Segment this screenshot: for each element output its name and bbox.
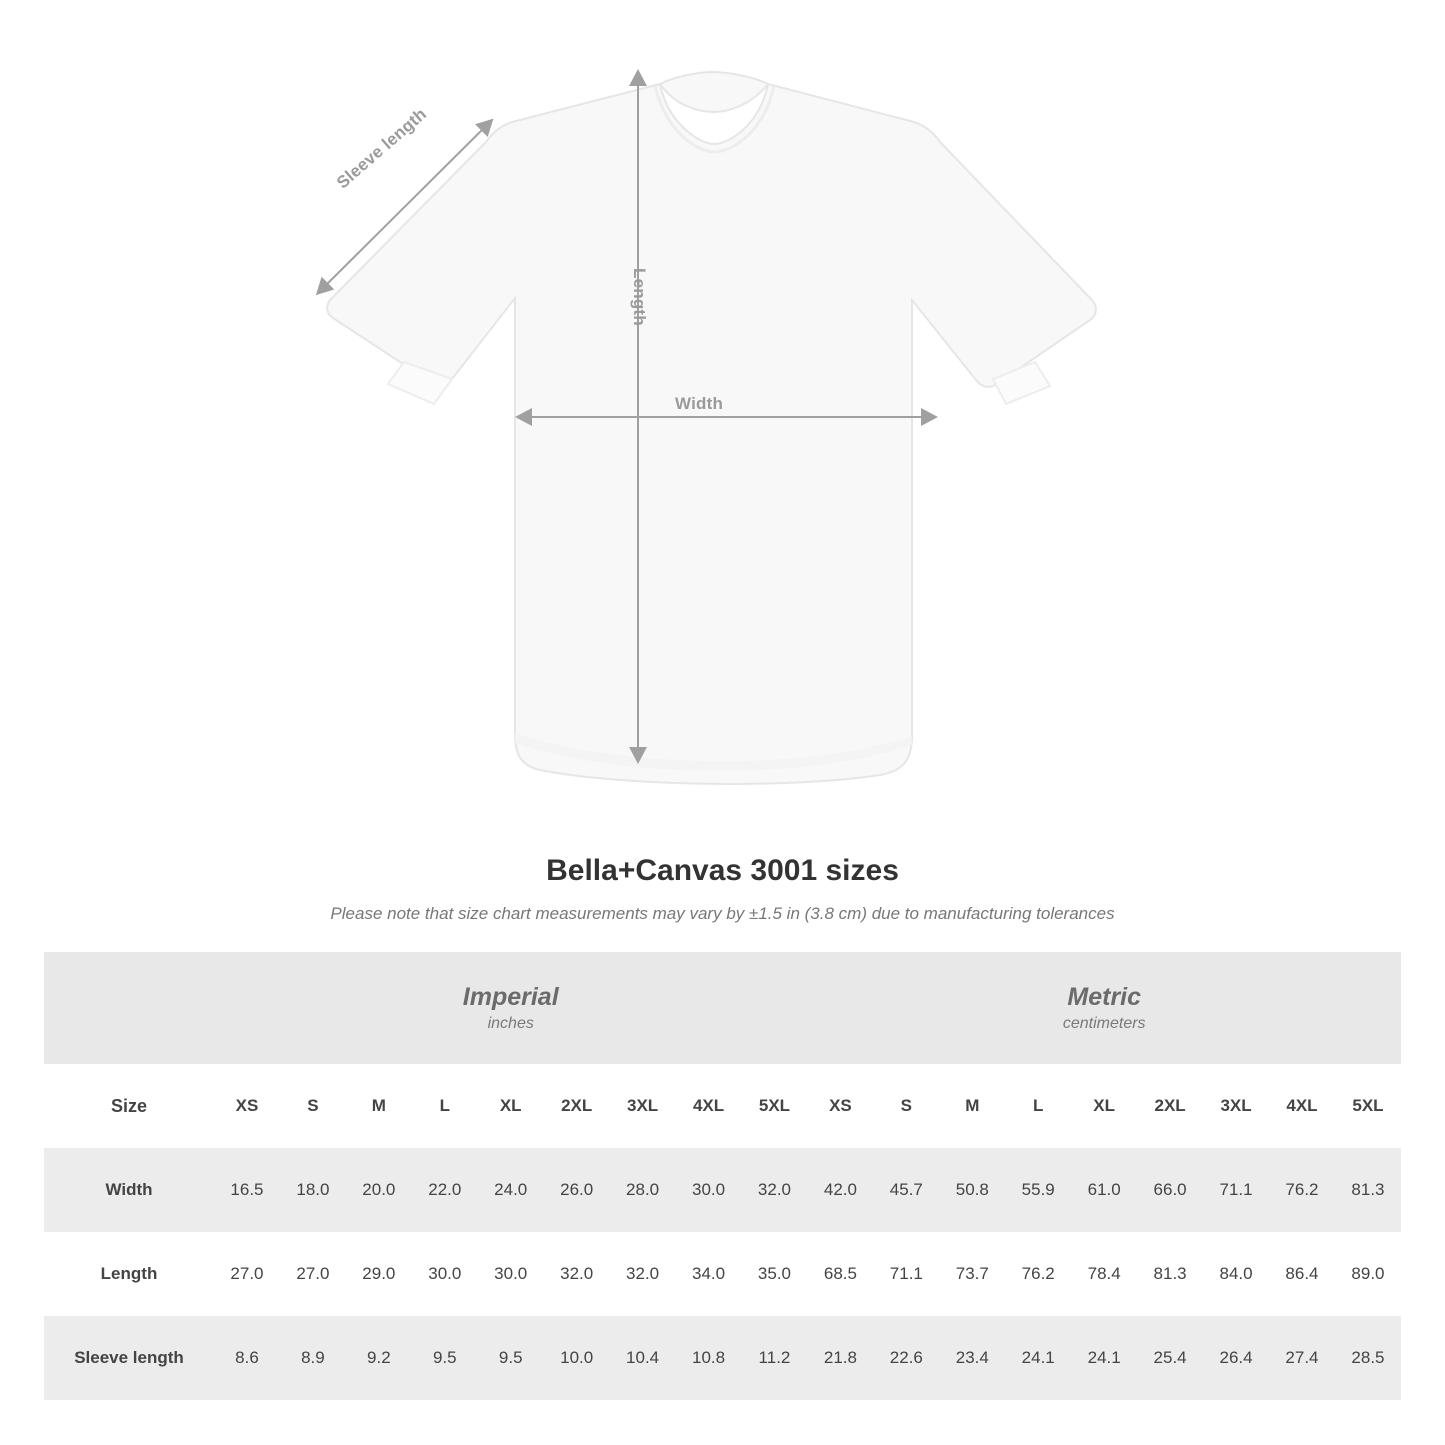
size-column-header: S — [280, 1064, 346, 1148]
size-column-header: 4XL — [676, 1064, 742, 1148]
measurement-cell: 9.5 — [478, 1316, 544, 1400]
measurement-cell: 9.2 — [346, 1316, 412, 1400]
width-label: Width — [675, 394, 724, 413]
size-header-row — [44, 1064, 1401, 1148]
measurement-cell: 78.4 — [1071, 1232, 1137, 1316]
size-header-label: Size — [44, 1064, 214, 1148]
measurement-row-label: Width — [44, 1148, 214, 1232]
measurement-cell: 23.4 — [939, 1316, 1005, 1400]
tolerance-note: Please note that size chart measurements may vary by ±1.5 in (3.8 cm) due to manufacturing tolerances — [330, 904, 1115, 923]
length-label: Length — [630, 268, 649, 326]
size-column-header: L — [412, 1064, 478, 1148]
measurement-cell: 66.0 — [1137, 1148, 1203, 1232]
measurement-cell: 27.0 — [214, 1232, 280, 1316]
measurement-cell: 32.0 — [742, 1148, 808, 1232]
measurement-cell: 18.0 — [280, 1148, 346, 1232]
unit-group-metric — [807, 952, 1401, 1064]
measurement-cell: 71.1 — [873, 1232, 939, 1316]
unit-row-spacer — [44, 952, 214, 1064]
measurement-cell: 28.0 — [610, 1148, 676, 1232]
table-row — [44, 1232, 1401, 1316]
size-column-header: 3XL — [1203, 1064, 1269, 1148]
measurement-cell: 24.0 — [478, 1148, 544, 1232]
measurement-cell: 61.0 — [1071, 1148, 1137, 1232]
measurement-cell: 24.1 — [1071, 1316, 1137, 1400]
measurement-cell: 30.0 — [676, 1148, 742, 1232]
measurement-cell: 42.0 — [807, 1148, 873, 1232]
measurement-row-label: Length — [44, 1232, 214, 1316]
measurement-cell: 68.5 — [807, 1232, 873, 1316]
measurement-cell: 20.0 — [346, 1148, 412, 1232]
measurement-cell: 8.6 — [214, 1316, 280, 1400]
measurement-cell: 34.0 — [676, 1232, 742, 1316]
measurement-cell: 8.9 — [280, 1316, 346, 1400]
measurement-cell: 25.4 — [1137, 1316, 1203, 1400]
measurement-cell: 26.4 — [1203, 1316, 1269, 1400]
size-column-header: 3XL — [610, 1064, 676, 1148]
measurement-cell: 81.3 — [1335, 1148, 1401, 1232]
size-column-header: 2XL — [1137, 1064, 1203, 1148]
unit-group-title: Metric — [1067, 982, 1142, 1011]
measurement-cell: 29.0 — [346, 1232, 412, 1316]
tshirt-shape — [327, 72, 1096, 784]
size-chart-header — [0, 830, 1445, 924]
measurement-cell: 86.4 — [1269, 1232, 1335, 1316]
size-column-header: 5XL — [1335, 1064, 1401, 1148]
measurement-cell: 30.0 — [478, 1232, 544, 1316]
measurement-cell: 81.3 — [1137, 1232, 1203, 1316]
measurement-cell: 10.8 — [676, 1316, 742, 1400]
size-column-header: XL — [1071, 1064, 1137, 1148]
measurement-cell: 89.0 — [1335, 1232, 1401, 1316]
measurement-cell: 26.0 — [544, 1148, 610, 1232]
size-chart-table — [44, 952, 1401, 1400]
measurement-cell: 32.0 — [544, 1232, 610, 1316]
size-column-header: 4XL — [1269, 1064, 1335, 1148]
unit-group-subtitle: inches — [487, 1015, 534, 1033]
size-column-header: XS — [807, 1064, 873, 1148]
measurement-cell: 76.2 — [1269, 1148, 1335, 1232]
measurement-cell: 24.1 — [1005, 1316, 1071, 1400]
unit-group-row — [44, 952, 1401, 1064]
measurement-cell: 22.0 — [412, 1148, 478, 1232]
unit-group-title: Imperial — [462, 982, 559, 1011]
size-column-header: M — [346, 1064, 412, 1148]
size-column-header: 5XL — [742, 1064, 808, 1148]
measurement-cell: 10.0 — [544, 1316, 610, 1400]
measurement-cell: 50.8 — [939, 1148, 1005, 1232]
size-column-header: L — [1005, 1064, 1071, 1148]
sleeve-length-label: Sleeve length — [333, 104, 431, 193]
table-row — [44, 1148, 1401, 1232]
measurement-cell: 32.0 — [610, 1232, 676, 1316]
page-title: Bella+Canvas 3001 sizes — [546, 854, 899, 887]
size-column-header: XS — [214, 1064, 280, 1148]
measurement-cell: 21.8 — [807, 1316, 873, 1400]
measurement-cell: 45.7 — [873, 1148, 939, 1232]
measurement-cell: 10.4 — [610, 1316, 676, 1400]
measurement-cell: 27.4 — [1269, 1316, 1335, 1400]
measurement-cell: 73.7 — [939, 1232, 1005, 1316]
size-column-header: S — [873, 1064, 939, 1148]
measurement-cell: 84.0 — [1203, 1232, 1269, 1316]
size-column-header: M — [939, 1064, 1005, 1148]
measurement-cell: 16.5 — [214, 1148, 280, 1232]
table-row — [44, 1316, 1401, 1400]
measurement-cell: 11.2 — [742, 1316, 808, 1400]
measurement-cell: 9.5 — [412, 1316, 478, 1400]
measurement-cell: 28.5 — [1335, 1316, 1401, 1400]
measurement-cell: 22.6 — [873, 1316, 939, 1400]
unit-group-imperial — [214, 952, 807, 1064]
measurement-cell: 76.2 — [1005, 1232, 1071, 1316]
measurement-cell: 35.0 — [742, 1232, 808, 1316]
measurement-cell: 55.9 — [1005, 1148, 1071, 1232]
measurement-row-label: Sleeve length — [44, 1316, 214, 1400]
measurement-cell: 27.0 — [280, 1232, 346, 1316]
unit-group-subtitle: centimeters — [1062, 1015, 1146, 1033]
size-column-header: XL — [478, 1064, 544, 1148]
size-column-header: 2XL — [544, 1064, 610, 1148]
measurement-cell: 30.0 — [412, 1232, 478, 1316]
size-table-container — [0, 952, 1445, 1400]
measurement-cell: 71.1 — [1203, 1148, 1269, 1232]
